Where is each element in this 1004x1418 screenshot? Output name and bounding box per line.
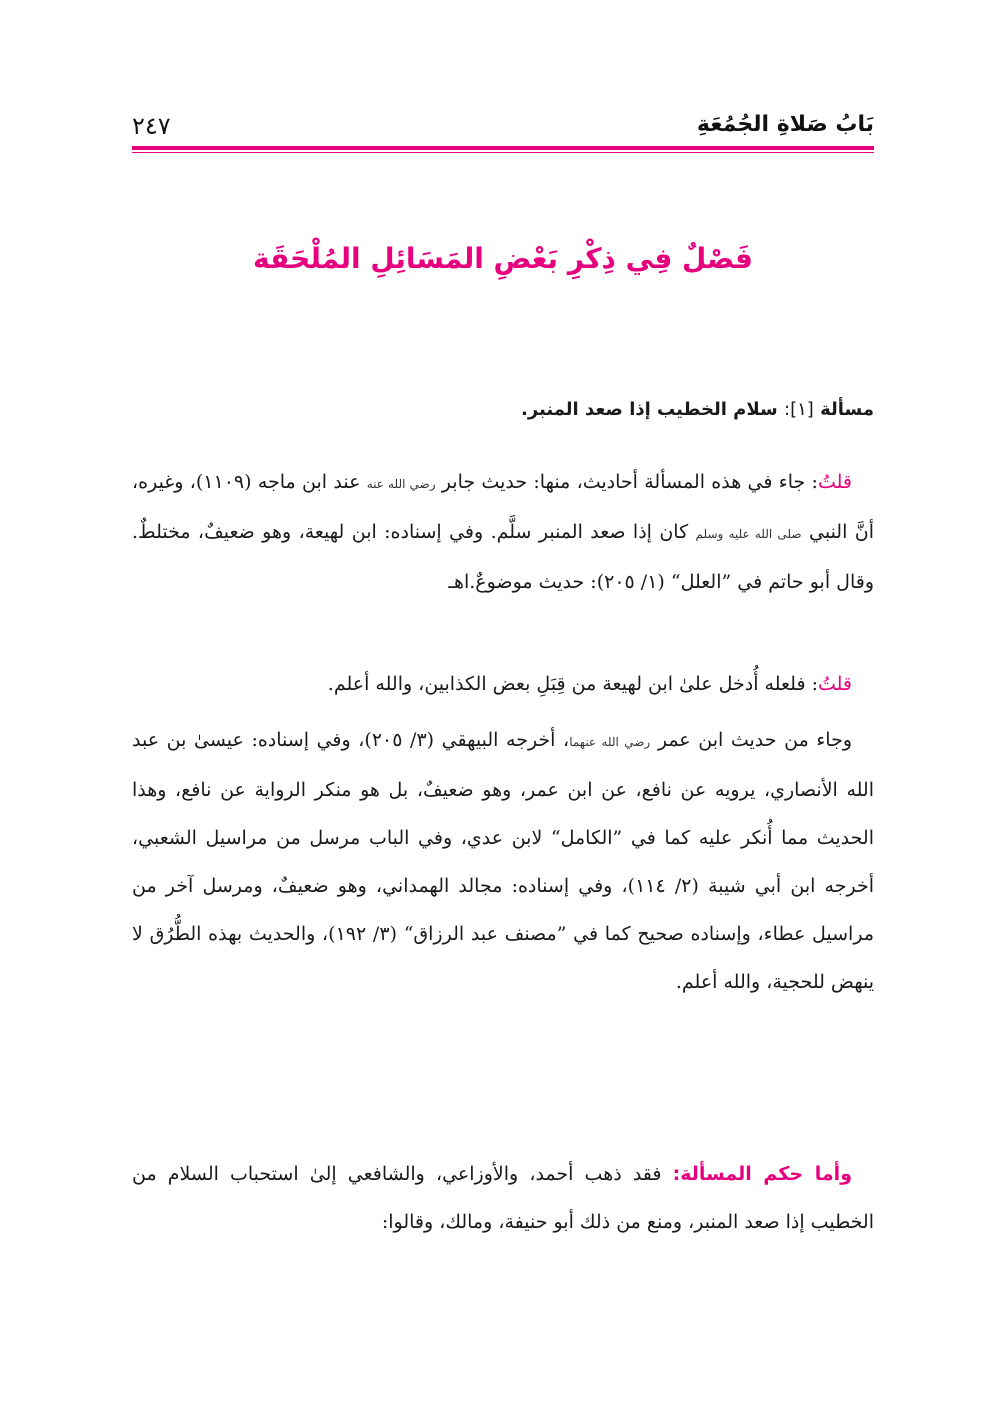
para2-text: : فلعله أُدخل علىٰ ابن لهيعة من قِبَلِ بعض الكذابين، والله أعلم.: [327, 673, 818, 695]
para1-text-1: : جاء في هذه المسألة أحاديث، منها: حديث جابر: [435, 471, 818, 493]
para3-text-1: وجاء من حديث ابن عمر: [650, 729, 853, 751]
paragraph-3: [132, 716, 874, 1006]
ruling-lead: وأما حكم المسألة:: [672, 1163, 852, 1185]
section-title: فَصْلٌ فِي ذِكْرِ بَعْضِ المَسَائِلِ المُلْحَقَة: [253, 242, 753, 275]
header-rule-thin: [132, 152, 874, 153]
paragraph-4: [132, 1150, 874, 1246]
paragraph-1: [132, 458, 874, 606]
para3-text-2: ، أخرجه البيهقي (٣/ ٢٠٥)، وفي إسناده: عيسىٰ بن عبد الله الأنصاري، يرويه عن نافع، عن ابن عمر، وهو ضعيفٌ، بل هو منكر الرواية عن نافع، وهذا الحديث مما أُنكر عليه كما في ”الكامل“ لابن عدي، وفي الباب مرسل من مراسيل الشعبي، أخرجه ابن أبي شيبة (٢/ ١١٤)، وفي إسناده: مجالد الهمداني، وهو ضعيفٌ، ومرسل آخر من مراسيل عطاء، وإسناده صحيح كما في ”مصنف عبد الرزاق“ (٣/ ١٩٢)، والحديث بهذه الطُّرُق لا ينهض للحجية، والله أعلم.: [132, 729, 874, 993]
chapter-title: بَابُ صَلاةِ الجُمُعَةِ: [696, 112, 874, 137]
qultu-lead: قلتُ: [817, 673, 852, 695]
qultu-lead: قلتُ: [817, 471, 852, 493]
issue-label: مسألة: [820, 399, 874, 420]
issue-ref: [١]:: [784, 399, 814, 420]
header-rule-thick: [132, 146, 874, 150]
para1-text-2: عند ابن ماجه (١١٠٩)، وغيره، أنَّ النبي: [132, 471, 875, 543]
honorific-mark: صلى الله عليه وسلم: [695, 527, 802, 541]
honorific-mark: رضي الله عنهما: [569, 735, 651, 749]
honorific-mark: رضي الله عنه: [366, 477, 436, 491]
page-number: ٢٤٧: [132, 112, 171, 140]
paragraph-2: [132, 660, 874, 708]
para1-text-3: كان إذا صعد المنبر سلَّم. وفي إسناده: ابن لهيعة، وهو ضعيفٌ، مختلطٌ. وقال أبو حاتم في ”العلل“ (١/ ٢٠٥): حديث موضوعٌ.اهـ: [132, 521, 874, 593]
issue-text: سلام الخطيب إذا صعد المنبر.: [521, 399, 778, 420]
issue-heading: [132, 386, 874, 434]
para4-text: فقد ذهب أحمد، والأوزاعي، والشافعي إلىٰ استحباب السلام من الخطيب إذا صعد المنبر، ومنع من ذلك أبو حنيفة، ومالك، وقالوا:: [132, 1163, 874, 1233]
